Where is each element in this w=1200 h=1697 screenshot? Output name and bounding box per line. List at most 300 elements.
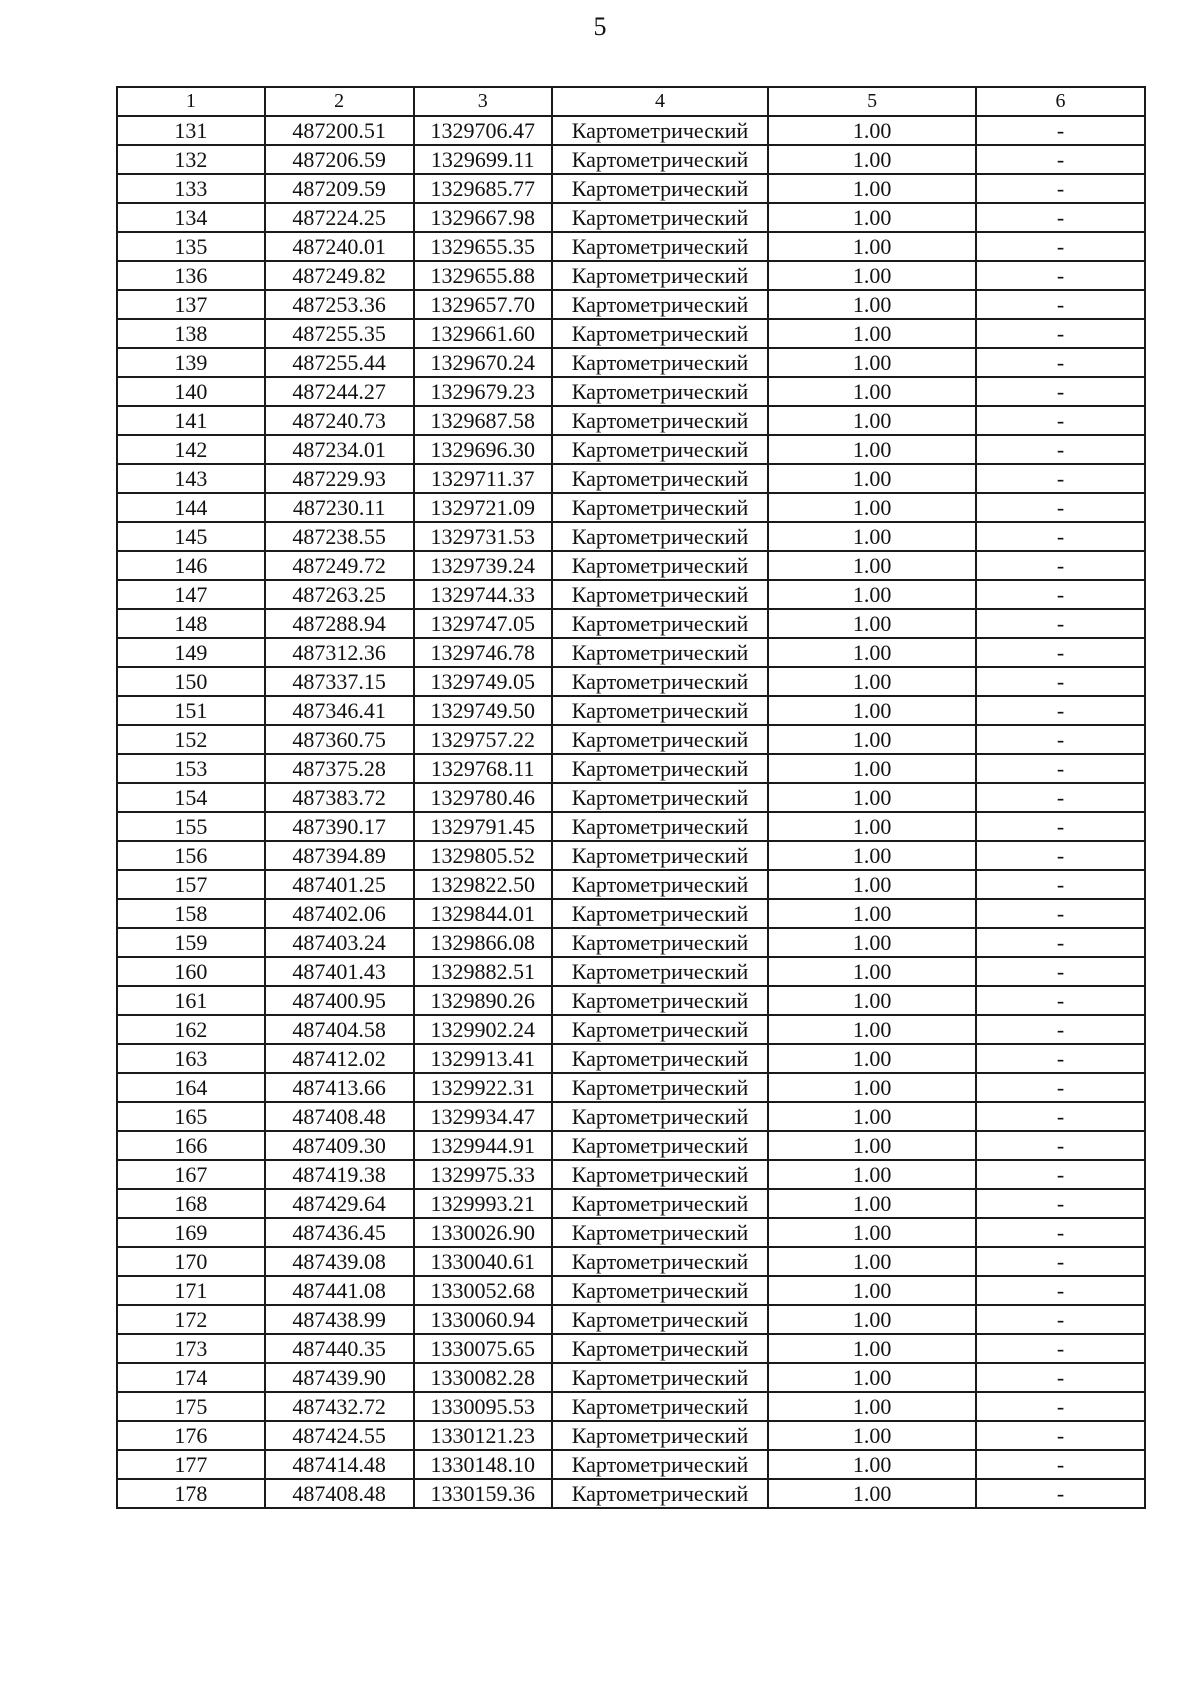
note-cell: -: [976, 1479, 1145, 1508]
note-cell: -: [976, 1073, 1145, 1102]
note-cell: -: [976, 812, 1145, 841]
table-row: [117, 261, 1145, 290]
method-cell: Картометрический: [552, 1363, 768, 1392]
point-number-cell: 139: [117, 348, 265, 377]
x-coordinate-cell: 487401.43: [265, 957, 414, 986]
point-number-cell: 158: [117, 899, 265, 928]
column-header-6: 6: [976, 87, 1145, 116]
page-number: 5: [593, 12, 607, 41]
note-cell: -: [976, 1305, 1145, 1334]
method-cell: Картометрический: [552, 1044, 768, 1073]
y-coordinate-cell: 1329679.23: [414, 377, 552, 406]
note-cell: -: [976, 174, 1145, 203]
accuracy-cell: 1.00: [768, 464, 976, 493]
table-row: [117, 1479, 1145, 1508]
note-cell: -: [976, 1363, 1145, 1392]
x-coordinate-cell: 487255.35: [265, 319, 414, 348]
table-row: [117, 870, 1145, 899]
x-coordinate-cell: 487249.72: [265, 551, 414, 580]
table-row: [117, 638, 1145, 667]
method-cell: Картометрический: [552, 1276, 768, 1305]
note-cell: -: [976, 957, 1145, 986]
point-number-cell: 145: [117, 522, 265, 551]
point-number-cell: 156: [117, 841, 265, 870]
y-coordinate-cell: 1329706.47: [414, 116, 552, 145]
column-header-4: 4: [552, 87, 768, 116]
accuracy-cell: 1.00: [768, 1015, 976, 1044]
accuracy-cell: 1.00: [768, 290, 976, 319]
method-cell: Картометрический: [552, 1305, 768, 1334]
method-cell: Картометрический: [552, 1218, 768, 1247]
y-coordinate-cell: 1329655.88: [414, 261, 552, 290]
x-coordinate-cell: 487408.48: [265, 1102, 414, 1131]
accuracy-cell: 1.00: [768, 1450, 976, 1479]
method-cell: Картометрический: [552, 1479, 768, 1508]
accuracy-cell: 1.00: [768, 667, 976, 696]
accuracy-cell: 1.00: [768, 870, 976, 899]
note-cell: -: [976, 1218, 1145, 1247]
note-cell: -: [976, 899, 1145, 928]
method-cell: Картометрический: [552, 580, 768, 609]
y-coordinate-cell: 1329747.05: [414, 609, 552, 638]
method-cell: Картометрический: [552, 1392, 768, 1421]
accuracy-cell: 1.00: [768, 638, 976, 667]
point-number-cell: 174: [117, 1363, 265, 1392]
accuracy-cell: 1.00: [768, 1363, 976, 1392]
column-header-2: 2: [265, 87, 414, 116]
accuracy-cell: 1.00: [768, 1276, 976, 1305]
method-cell: Картометрический: [552, 1073, 768, 1102]
note-cell: -: [976, 986, 1145, 1015]
x-coordinate-cell: 487436.45: [265, 1218, 414, 1247]
accuracy-cell: 1.00: [768, 1073, 976, 1102]
note-cell: -: [976, 1450, 1145, 1479]
y-coordinate-cell: 1329711.37: [414, 464, 552, 493]
table-row: [117, 1450, 1145, 1479]
point-number-cell: 142: [117, 435, 265, 464]
accuracy-cell: 1.00: [768, 928, 976, 957]
table-row: [117, 841, 1145, 870]
note-cell: -: [976, 435, 1145, 464]
point-number-cell: 136: [117, 261, 265, 290]
method-cell: Картометрический: [552, 551, 768, 580]
x-coordinate-cell: 487403.24: [265, 928, 414, 957]
table-row: [117, 1392, 1145, 1421]
x-coordinate-cell: 487413.66: [265, 1073, 414, 1102]
note-cell: -: [976, 841, 1145, 870]
accuracy-cell: 1.00: [768, 986, 976, 1015]
x-coordinate-cell: 487249.82: [265, 261, 414, 290]
accuracy-cell: 1.00: [768, 1305, 976, 1334]
note-cell: -: [976, 203, 1145, 232]
x-coordinate-cell: 487432.72: [265, 1392, 414, 1421]
x-coordinate-cell: 487440.35: [265, 1334, 414, 1363]
table-row: [117, 551, 1145, 580]
point-number-cell: 173: [117, 1334, 265, 1363]
method-cell: Картометрический: [552, 522, 768, 551]
point-number-cell: 144: [117, 493, 265, 522]
accuracy-cell: 1.00: [768, 145, 976, 174]
note-cell: -: [976, 551, 1145, 580]
accuracy-cell: 1.00: [768, 841, 976, 870]
y-coordinate-cell: 1329975.33: [414, 1160, 552, 1189]
x-coordinate-cell: 487229.93: [265, 464, 414, 493]
method-cell: Картометрический: [552, 290, 768, 319]
y-coordinate-cell: 1329746.78: [414, 638, 552, 667]
y-coordinate-cell: 1329696.30: [414, 435, 552, 464]
accuracy-cell: 1.00: [768, 1160, 976, 1189]
method-cell: Картометрический: [552, 174, 768, 203]
note-cell: -: [976, 464, 1145, 493]
table-row: [117, 1160, 1145, 1189]
table-row: [117, 899, 1145, 928]
accuracy-cell: 1.00: [768, 754, 976, 783]
method-cell: Картометрический: [552, 1247, 768, 1276]
x-coordinate-cell: 487312.36: [265, 638, 414, 667]
y-coordinate-cell: 1329749.50: [414, 696, 552, 725]
x-coordinate-cell: 487206.59: [265, 145, 414, 174]
table-row: [117, 406, 1145, 435]
x-coordinate-cell: 487200.51: [265, 116, 414, 145]
note-cell: -: [976, 1015, 1145, 1044]
point-number-cell: 160: [117, 957, 265, 986]
note-cell: -: [976, 1189, 1145, 1218]
point-number-cell: 177: [117, 1450, 265, 1479]
x-coordinate-cell: 487424.55: [265, 1421, 414, 1450]
method-cell: Картометрический: [552, 261, 768, 290]
table-row: [117, 464, 1145, 493]
table-row: [117, 174, 1145, 203]
y-coordinate-cell: 1329731.53: [414, 522, 552, 551]
table-row: [117, 145, 1145, 174]
accuracy-cell: 1.00: [768, 1334, 976, 1363]
x-coordinate-cell: 487419.38: [265, 1160, 414, 1189]
point-number-cell: 141: [117, 406, 265, 435]
method-cell: Картометрический: [552, 435, 768, 464]
y-coordinate-cell: 1330095.53: [414, 1392, 552, 1421]
point-number-cell: 178: [117, 1479, 265, 1508]
table-row: [117, 754, 1145, 783]
table-row: [117, 493, 1145, 522]
x-coordinate-cell: 487402.06: [265, 899, 414, 928]
method-cell: Картометрический: [552, 1189, 768, 1218]
point-number-cell: 148: [117, 609, 265, 638]
table-row: [117, 580, 1145, 609]
method-cell: Картометрический: [552, 1131, 768, 1160]
y-coordinate-cell: 1329699.11: [414, 145, 552, 174]
point-number-cell: 138: [117, 319, 265, 348]
x-coordinate-cell: 487360.75: [265, 725, 414, 754]
note-cell: -: [976, 783, 1145, 812]
x-coordinate-cell: 487414.48: [265, 1450, 414, 1479]
method-cell: Картометрический: [552, 1102, 768, 1131]
method-cell: Картометрический: [552, 725, 768, 754]
point-number-cell: 140: [117, 377, 265, 406]
accuracy-cell: 1.00: [768, 551, 976, 580]
point-number-cell: 171: [117, 1276, 265, 1305]
table-row: [117, 203, 1145, 232]
note-cell: -: [976, 145, 1145, 174]
header-row: [117, 87, 1145, 116]
y-coordinate-cell: 1329805.52: [414, 841, 552, 870]
accuracy-cell: 1.00: [768, 1189, 976, 1218]
y-coordinate-cell: 1329757.22: [414, 725, 552, 754]
table-row: [117, 1073, 1145, 1102]
x-coordinate-cell: 487337.15: [265, 667, 414, 696]
note-cell: -: [976, 261, 1145, 290]
point-number-cell: 149: [117, 638, 265, 667]
point-number-cell: 167: [117, 1160, 265, 1189]
y-coordinate-cell: 1329934.47: [414, 1102, 552, 1131]
y-coordinate-cell: 1329882.51: [414, 957, 552, 986]
accuracy-cell: 1.00: [768, 1392, 976, 1421]
point-number-cell: 131: [117, 116, 265, 145]
accuracy-cell: 1.00: [768, 1044, 976, 1073]
note-cell: -: [976, 232, 1145, 261]
x-coordinate-cell: 487230.11: [265, 493, 414, 522]
accuracy-cell: 1.00: [768, 319, 976, 348]
y-coordinate-cell: 1330026.90: [414, 1218, 552, 1247]
x-coordinate-cell: 487375.28: [265, 754, 414, 783]
x-coordinate-cell: 487253.36: [265, 290, 414, 319]
method-cell: Картометрический: [552, 464, 768, 493]
point-number-cell: 170: [117, 1247, 265, 1276]
x-coordinate-cell: 487390.17: [265, 812, 414, 841]
note-cell: -: [976, 1044, 1145, 1073]
note-cell: -: [976, 377, 1145, 406]
note-cell: -: [976, 609, 1145, 638]
accuracy-cell: 1.00: [768, 812, 976, 841]
point-number-cell: 166: [117, 1131, 265, 1160]
method-cell: Картометрический: [552, 1450, 768, 1479]
note-cell: -: [976, 1421, 1145, 1450]
x-coordinate-cell: 487238.55: [265, 522, 414, 551]
column-header-5: 5: [768, 87, 976, 116]
point-number-cell: 176: [117, 1421, 265, 1450]
accuracy-cell: 1.00: [768, 1218, 976, 1247]
accuracy-cell: 1.00: [768, 1102, 976, 1131]
x-coordinate-cell: 487439.08: [265, 1247, 414, 1276]
y-coordinate-cell: 1330052.68: [414, 1276, 552, 1305]
accuracy-cell: 1.00: [768, 493, 976, 522]
accuracy-cell: 1.00: [768, 1131, 976, 1160]
table-row: [117, 1363, 1145, 1392]
note-cell: -: [976, 870, 1145, 899]
y-coordinate-cell: 1329687.58: [414, 406, 552, 435]
note-cell: -: [976, 1160, 1145, 1189]
y-coordinate-cell: 1329749.05: [414, 667, 552, 696]
y-coordinate-cell: 1329670.24: [414, 348, 552, 377]
method-cell: Картометрический: [552, 348, 768, 377]
y-coordinate-cell: 1329685.77: [414, 174, 552, 203]
table-row: [117, 1305, 1145, 1334]
x-coordinate-cell: 487412.02: [265, 1044, 414, 1073]
note-cell: -: [976, 696, 1145, 725]
point-number-cell: 154: [117, 783, 265, 812]
table-row: [117, 1131, 1145, 1160]
y-coordinate-cell: 1329993.21: [414, 1189, 552, 1218]
y-coordinate-cell: 1329944.91: [414, 1131, 552, 1160]
table-row: [117, 435, 1145, 464]
method-cell: Картометрический: [552, 609, 768, 638]
method-cell: Картометрический: [552, 754, 768, 783]
method-cell: Картометрический: [552, 406, 768, 435]
method-cell: Картометрический: [552, 841, 768, 870]
point-number-cell: 150: [117, 667, 265, 696]
point-number-cell: 169: [117, 1218, 265, 1247]
method-cell: Картометрический: [552, 116, 768, 145]
point-number-cell: 175: [117, 1392, 265, 1421]
accuracy-cell: 1.00: [768, 1479, 976, 1508]
accuracy-cell: 1.00: [768, 899, 976, 928]
x-coordinate-cell: 487400.95: [265, 986, 414, 1015]
method-cell: Картометрический: [552, 667, 768, 696]
point-number-cell: 151: [117, 696, 265, 725]
note-cell: -: [976, 348, 1145, 377]
method-cell: Картометрический: [552, 377, 768, 406]
point-number-cell: 143: [117, 464, 265, 493]
accuracy-cell: 1.00: [768, 261, 976, 290]
x-coordinate-cell: 487240.73: [265, 406, 414, 435]
note-cell: -: [976, 1392, 1145, 1421]
table-row: [117, 290, 1145, 319]
x-coordinate-cell: 487439.90: [265, 1363, 414, 1392]
point-number-cell: 132: [117, 145, 265, 174]
accuracy-cell: 1.00: [768, 1421, 976, 1450]
accuracy-cell: 1.00: [768, 1247, 976, 1276]
y-coordinate-cell: 1329721.09: [414, 493, 552, 522]
accuracy-cell: 1.00: [768, 957, 976, 986]
table-row: [117, 696, 1145, 725]
table-row: [117, 1334, 1145, 1363]
table-row: [117, 1015, 1145, 1044]
table-row: [117, 232, 1145, 261]
note-cell: -: [976, 725, 1145, 754]
table-row: [117, 1218, 1145, 1247]
method-cell: Картометрический: [552, 957, 768, 986]
y-coordinate-cell: 1330148.10: [414, 1450, 552, 1479]
x-coordinate-cell: 487244.27: [265, 377, 414, 406]
table-row: [117, 1276, 1145, 1305]
point-number-cell: 137: [117, 290, 265, 319]
method-cell: Картометрический: [552, 986, 768, 1015]
point-number-cell: 159: [117, 928, 265, 957]
x-coordinate-cell: 487409.30: [265, 1131, 414, 1160]
table-row: [117, 812, 1145, 841]
note-cell: -: [976, 1276, 1145, 1305]
y-coordinate-cell: 1330121.23: [414, 1421, 552, 1450]
method-cell: Картометрический: [552, 1160, 768, 1189]
table-row: [117, 986, 1145, 1015]
table-header: [117, 87, 1145, 116]
note-cell: -: [976, 1131, 1145, 1160]
method-cell: Картометрический: [552, 232, 768, 261]
point-number-cell: 146: [117, 551, 265, 580]
method-cell: Картометрический: [552, 783, 768, 812]
table-row: [117, 522, 1145, 551]
y-coordinate-cell: 1329890.26: [414, 986, 552, 1015]
accuracy-cell: 1.00: [768, 609, 976, 638]
method-cell: Картометрический: [552, 928, 768, 957]
accuracy-cell: 1.00: [768, 348, 976, 377]
point-number-cell: 133: [117, 174, 265, 203]
method-cell: Картометрический: [552, 203, 768, 232]
x-coordinate-cell: 487401.25: [265, 870, 414, 899]
note-cell: -: [976, 667, 1145, 696]
method-cell: Картометрический: [552, 870, 768, 899]
table-row: [117, 783, 1145, 812]
x-coordinate-cell: 487288.94: [265, 609, 414, 638]
point-number-cell: 165: [117, 1102, 265, 1131]
x-coordinate-cell: 487429.64: [265, 1189, 414, 1218]
method-cell: Картометрический: [552, 812, 768, 841]
table-row: [117, 1044, 1145, 1073]
point-number-cell: 134: [117, 203, 265, 232]
accuracy-cell: 1.00: [768, 174, 976, 203]
accuracy-cell: 1.00: [768, 783, 976, 812]
table-row: [117, 609, 1145, 638]
table-row: [117, 348, 1145, 377]
y-coordinate-cell: 1329913.41: [414, 1044, 552, 1073]
accuracy-cell: 1.00: [768, 377, 976, 406]
point-number-cell: 168: [117, 1189, 265, 1218]
y-coordinate-cell: 1329657.70: [414, 290, 552, 319]
note-cell: -: [976, 116, 1145, 145]
table-row: [117, 116, 1145, 145]
table-row: [117, 1247, 1145, 1276]
y-coordinate-cell: 1329866.08: [414, 928, 552, 957]
method-cell: Картометрический: [552, 145, 768, 174]
table-row: [117, 1421, 1145, 1450]
point-number-cell: 161: [117, 986, 265, 1015]
note-cell: -: [976, 319, 1145, 348]
note-cell: -: [976, 522, 1145, 551]
x-coordinate-cell: 487255.44: [265, 348, 414, 377]
x-coordinate-cell: 487224.25: [265, 203, 414, 232]
note-cell: -: [976, 406, 1145, 435]
method-cell: Картометрический: [552, 638, 768, 667]
x-coordinate-cell: 487240.01: [265, 232, 414, 261]
method-cell: Картометрический: [552, 899, 768, 928]
x-coordinate-cell: 487441.08: [265, 1276, 414, 1305]
table-row: [117, 1102, 1145, 1131]
y-coordinate-cell: 1329667.98: [414, 203, 552, 232]
x-coordinate-cell: 487383.72: [265, 783, 414, 812]
accuracy-cell: 1.00: [768, 435, 976, 464]
y-coordinate-cell: 1329744.33: [414, 580, 552, 609]
method-cell: Картометрический: [552, 1015, 768, 1044]
y-coordinate-cell: 1330060.94: [414, 1305, 552, 1334]
accuracy-cell: 1.00: [768, 522, 976, 551]
accuracy-cell: 1.00: [768, 696, 976, 725]
y-coordinate-cell: 1329902.24: [414, 1015, 552, 1044]
point-number-cell: 153: [117, 754, 265, 783]
y-coordinate-cell: 1329844.01: [414, 899, 552, 928]
point-number-cell: 162: [117, 1015, 265, 1044]
note-cell: -: [976, 290, 1145, 319]
x-coordinate-cell: 487234.01: [265, 435, 414, 464]
y-coordinate-cell: 1329791.45: [414, 812, 552, 841]
x-coordinate-cell: 487394.89: [265, 841, 414, 870]
accuracy-cell: 1.00: [768, 232, 976, 261]
method-cell: Картометрический: [552, 493, 768, 522]
x-coordinate-cell: 487346.41: [265, 696, 414, 725]
table-row: [117, 725, 1145, 754]
x-coordinate-cell: 487263.25: [265, 580, 414, 609]
point-number-cell: 147: [117, 580, 265, 609]
note-cell: -: [976, 928, 1145, 957]
y-coordinate-cell: 1329780.46: [414, 783, 552, 812]
